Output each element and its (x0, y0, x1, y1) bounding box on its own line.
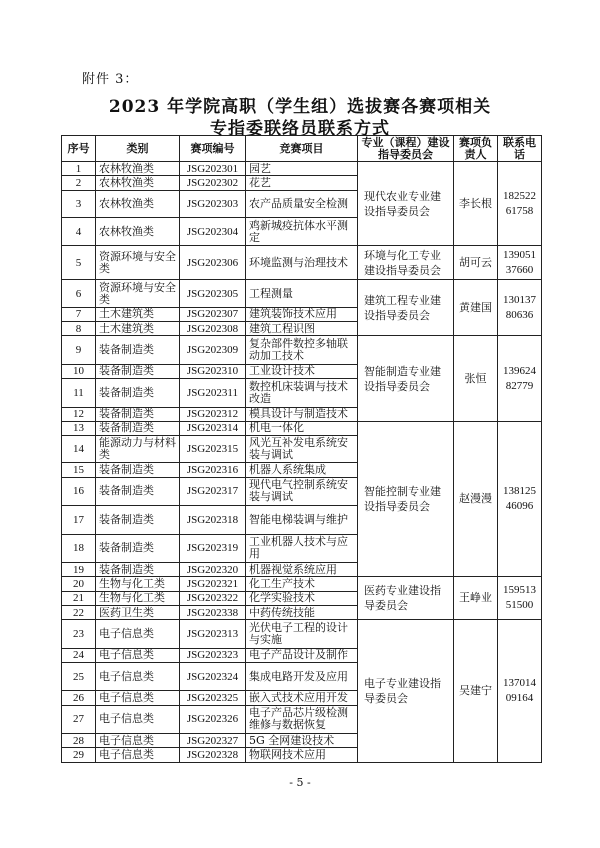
row-project: 花艺 (246, 176, 358, 190)
row-seq: 9 (62, 336, 96, 365)
row-category: 装备制造类 (96, 379, 180, 408)
row-seq: 18 (62, 534, 96, 563)
row-project: 化工生产技术 (246, 577, 358, 591)
group-head: 吴建宁 (454, 620, 498, 763)
row-code: JSG202310 (180, 364, 246, 378)
group-committee: 电子专业建设指导委员会 (358, 620, 454, 763)
row-seq: 29 (62, 748, 96, 763)
table-row (62, 336, 542, 365)
row-project: 5G 全网建设技术 (246, 734, 358, 748)
table-row (62, 162, 542, 176)
row-code: JSG202314 (180, 421, 246, 435)
row-code: JSG202321 (180, 577, 246, 591)
table-header-row (62, 136, 542, 162)
group-committee: 智能控制专业建设指导委员会 (358, 421, 454, 577)
row-seq: 8 (62, 322, 96, 336)
row-code: JSG202323 (180, 648, 246, 662)
group-phone-part2: 46096 (505, 500, 534, 513)
row-category: 电子信息类 (96, 734, 180, 748)
row-project: 风光互补发电系统安装与调试 (246, 436, 358, 463)
group-head: 黄建国 (454, 280, 498, 336)
table-row (62, 577, 542, 591)
row-seq: 19 (62, 563, 96, 577)
group-committee: 医药专业建设指导委员会 (358, 577, 454, 620)
row-code: JSG202311 (180, 379, 246, 408)
row-code: JSG202327 (180, 734, 246, 748)
row-code: JSG202304 (180, 217, 246, 246)
row-category: 生物与化工类 (96, 577, 180, 591)
row-seq: 21 (62, 591, 96, 605)
row-category: 生物与化工类 (96, 591, 180, 605)
row-seq: 15 (62, 463, 96, 477)
row-project: 农产品质量安全检测 (246, 190, 358, 217)
group-phone-part2: 51500 (505, 599, 534, 612)
row-code: JSG202305 (180, 280, 246, 307)
row-category: 装备制造类 (96, 407, 180, 421)
row-project: 数控机床装调与技术改造 (246, 379, 358, 408)
group-head: 李长根 (454, 162, 498, 246)
row-project: 电子产品芯片级检测维修与数据恢复 (246, 705, 358, 734)
header-committee: 专业（课程）建设指导委员会 (358, 136, 454, 162)
row-category: 电子信息类 (96, 748, 180, 763)
row-code: JSG202308 (180, 322, 246, 336)
group-phone-part1: 130137 (503, 293, 536, 306)
row-category: 电子信息类 (96, 662, 180, 691)
group-head: 王峥业 (454, 577, 498, 620)
row-project: 化学实验技术 (246, 591, 358, 605)
group-phone (498, 336, 542, 422)
row-project: 复杂部件数控多轴联动加工技术 (246, 336, 358, 365)
row-code: JSG202312 (180, 407, 246, 421)
group-phone-part1: 138125 (503, 485, 536, 498)
row-seq: 28 (62, 734, 96, 748)
group-phone-part1: 139624 (503, 364, 536, 377)
group-phone-part2: 09164 (505, 692, 534, 705)
group-phone-part2: 80636 (505, 308, 534, 321)
row-seq: 17 (62, 506, 96, 535)
group-phone (498, 577, 542, 620)
row-seq: 11 (62, 379, 96, 408)
row-seq: 6 (62, 280, 96, 307)
row-code: JSG202324 (180, 662, 246, 691)
row-category: 装备制造类 (96, 534, 180, 563)
row-seq: 25 (62, 662, 96, 691)
header-project: 竞赛项目 (246, 136, 358, 162)
row-seq: 14 (62, 436, 96, 463)
row-project: 工程测量 (246, 280, 358, 307)
group-head: 赵漫漫 (454, 421, 498, 577)
contact-table (61, 135, 542, 763)
row-category: 电子信息类 (96, 691, 180, 705)
row-category: 装备制造类 (96, 563, 180, 577)
row-project: 园艺 (246, 162, 358, 176)
row-project: 中药传统技能 (246, 605, 358, 619)
row-code: JSG202320 (180, 563, 246, 577)
header-seq: 序号 (62, 136, 96, 162)
row-project: 集成电路开发及应用 (246, 662, 358, 691)
row-category: 资源环境与安全类 (96, 246, 180, 280)
row-code: JSG202328 (180, 748, 246, 763)
row-category: 农林牧渔类 (96, 176, 180, 190)
row-project: 鸡新城疫抗体水平测定 (246, 217, 358, 246)
row-seq: 3 (62, 190, 96, 217)
row-category: 装备制造类 (96, 463, 180, 477)
row-seq: 10 (62, 364, 96, 378)
row-seq: 12 (62, 407, 96, 421)
row-category: 装备制造类 (96, 506, 180, 535)
table-row (62, 421, 542, 435)
row-code: JSG202317 (180, 477, 246, 506)
group-phone (498, 421, 542, 577)
page-number: - 5 - (289, 776, 311, 789)
group-committee: 智能制造专业建设指导委员会 (358, 336, 454, 422)
annex-label: 附件 3： (82, 72, 139, 87)
row-category: 装备制造类 (96, 421, 180, 435)
row-seq: 7 (62, 307, 96, 321)
row-seq: 5 (62, 246, 96, 280)
row-code: JSG202326 (180, 705, 246, 734)
row-category: 电子信息类 (96, 648, 180, 662)
row-category: 装备制造类 (96, 364, 180, 378)
row-seq: 4 (62, 217, 96, 246)
row-code: JSG202319 (180, 534, 246, 563)
document-title-line1: 2023 年学院高职（学生组）选拔赛各赛项相关 (108, 97, 492, 117)
row-seq: 26 (62, 691, 96, 705)
header-phone: 联系电话 (498, 136, 542, 162)
row-seq: 23 (62, 620, 96, 649)
row-project: 光伏电子工程的设计与实施 (246, 620, 358, 649)
row-category: 资源环境与安全类 (96, 280, 180, 307)
row-seq: 2 (62, 176, 96, 190)
group-phone-part2: 61758 (505, 204, 534, 217)
row-category: 土木建筑类 (96, 307, 180, 321)
row-project: 环境监测与治理技术 (246, 246, 358, 280)
row-category: 装备制造类 (96, 477, 180, 506)
group-phone (498, 246, 542, 280)
group-phone-part1: 139051 (503, 248, 536, 261)
row-project: 物联网技术应用 (246, 748, 358, 763)
header-head: 赛项负责人 (454, 136, 498, 162)
table-row (62, 280, 542, 307)
group-phone (498, 620, 542, 763)
row-category: 农林牧渔类 (96, 217, 180, 246)
row-code: JSG202307 (180, 307, 246, 321)
row-code: JSG202322 (180, 591, 246, 605)
row-code: JSG202315 (180, 436, 246, 463)
row-code: JSG202306 (180, 246, 246, 280)
header-code: 赛项编号 (180, 136, 246, 162)
row-project: 机器视觉系统应用 (246, 563, 358, 577)
table-row (62, 246, 542, 280)
row-project: 机电一体化 (246, 421, 358, 435)
row-category: 装备制造类 (96, 336, 180, 365)
group-phone-part1: 137014 (503, 677, 536, 690)
group-phone-part2: 37660 (505, 263, 534, 276)
row-code: JSG202309 (180, 336, 246, 365)
row-code: JSG202318 (180, 506, 246, 535)
header-category: 类别 (96, 136, 180, 162)
group-phone-part1: 159513 (503, 584, 536, 597)
group-committee: 现代农业专业建设指导委员会 (358, 162, 454, 246)
row-code: JSG202313 (180, 620, 246, 649)
row-category: 医药卫生类 (96, 605, 180, 619)
row-category: 农林牧渔类 (96, 190, 180, 217)
row-code: JSG202338 (180, 605, 246, 619)
row-seq: 24 (62, 648, 96, 662)
row-code: JSG202303 (180, 190, 246, 217)
group-head: 胡可云 (454, 246, 498, 280)
row-category: 土木建筑类 (96, 322, 180, 336)
document-title-line2: 专指委联络员联系方式 (210, 119, 390, 139)
row-category: 能源动力与材料类 (96, 436, 180, 463)
group-phone (498, 162, 542, 246)
row-project: 工业机器人技术与应用 (246, 534, 358, 563)
group-phone-part2: 82779 (505, 379, 534, 392)
group-phone (498, 280, 542, 336)
row-seq: 20 (62, 577, 96, 591)
row-code: JSG202302 (180, 176, 246, 190)
row-project: 模具设计与制造技术 (246, 407, 358, 421)
group-committee: 建筑工程专业建设指导委员会 (358, 280, 454, 336)
group-head: 张恒 (454, 336, 498, 422)
group-phone-part1: 182522 (503, 189, 536, 202)
row-project: 嵌入式技术应用开发 (246, 691, 358, 705)
row-seq: 13 (62, 421, 96, 435)
table-row (62, 620, 542, 649)
group-committee: 环境与化工专业建设指导委员会 (358, 246, 454, 280)
row-seq: 27 (62, 705, 96, 734)
row-project: 工业设计技术 (246, 364, 358, 378)
row-code: JSG202325 (180, 691, 246, 705)
row-project: 现代电气控制系统安装与调试 (246, 477, 358, 506)
row-project: 建筑工程识图 (246, 322, 358, 336)
row-project: 智能电梯装调与维护 (246, 506, 358, 535)
row-category: 电子信息类 (96, 620, 180, 649)
row-category: 电子信息类 (96, 705, 180, 734)
row-seq: 1 (62, 162, 96, 176)
row-code: JSG202316 (180, 463, 246, 477)
row-seq: 16 (62, 477, 96, 506)
row-code: JSG202301 (180, 162, 246, 176)
row-project: 机器人系统集成 (246, 463, 358, 477)
row-seq: 22 (62, 605, 96, 619)
row-project: 电子产品设计及制作 (246, 648, 358, 662)
row-category: 农林牧渔类 (96, 162, 180, 176)
row-project: 建筑装饰技术应用 (246, 307, 358, 321)
